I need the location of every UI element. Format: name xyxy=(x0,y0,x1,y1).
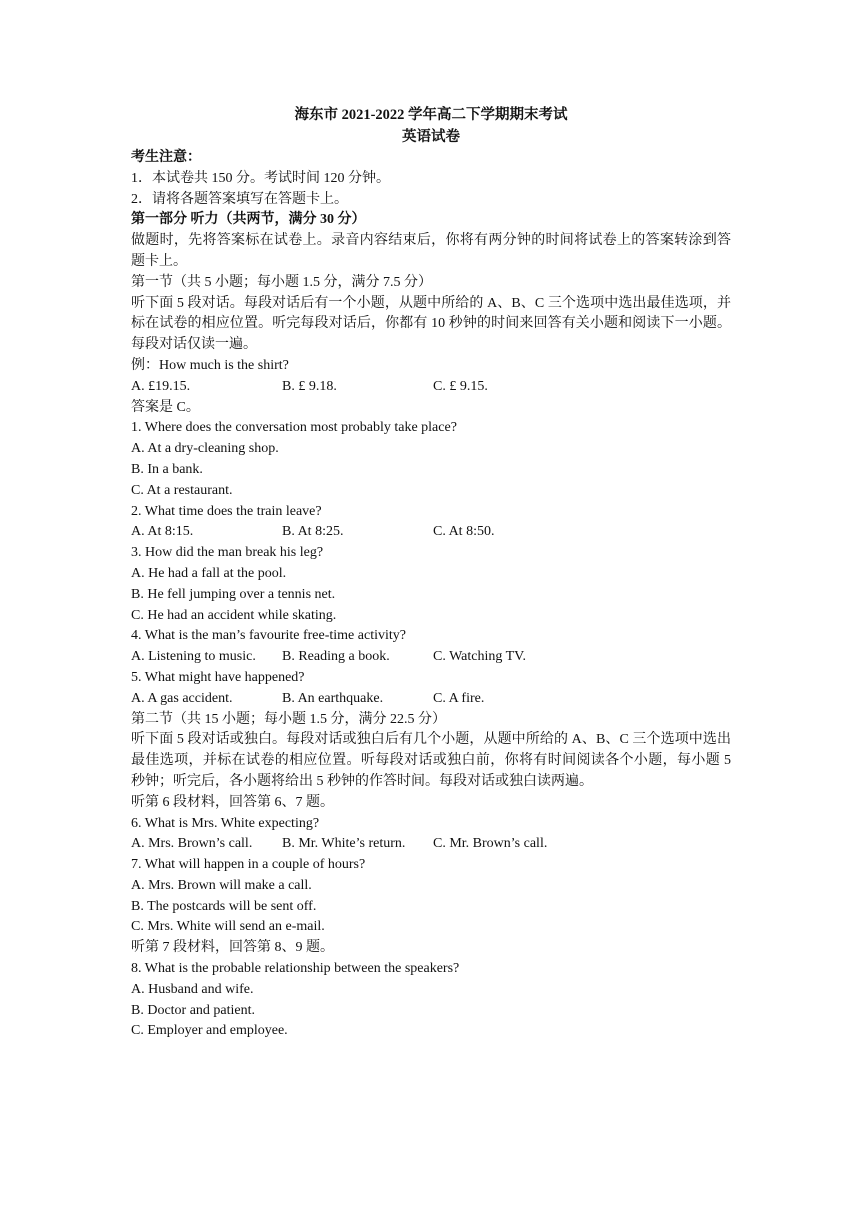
exam-title: 海东市 2021-2022 学年高二下学期期末考试 xyxy=(294,107,568,123)
exam-subtitle: 英语试卷 xyxy=(402,129,460,145)
material-heading: 听第 7 段材料，回答第 8、9 题。 xyxy=(131,940,334,956)
question: 2. What time does the train leave? xyxy=(131,503,322,519)
option: B. In a bank. xyxy=(131,461,203,477)
example-options xyxy=(131,377,731,398)
question: 6. What is Mrs. White expecting? xyxy=(131,815,320,831)
part1-heading: 第一部分 听力（共两节，满分 30 分） xyxy=(131,212,366,228)
section2-instructions: 听下面 5 段对话或独白。每段对话或独白后有几个小题，从题中所给的 A、B、C 三个选项中选出最佳选项，并标在试卷的相应位置。听每段对话或独白前，你将有时间阅读各个小题，每小题 5 秒钟；听完后，各小题将给出 5 秒钟的作答时间。每段对话或独白读两遍。 xyxy=(131,732,731,789)
section1-heading: 第一节（共 5 小题；每小题 1.5 分，满分 7.5 分） xyxy=(131,274,432,290)
option: A. A gas accident. xyxy=(131,690,233,706)
question: 3. How did the man break his leg? xyxy=(131,545,324,561)
option: A. At a dry-cleaning shop. xyxy=(131,441,279,457)
option: C. At 8:50. xyxy=(433,524,495,540)
example-answer: 答案是 C。 xyxy=(131,399,200,415)
option: A. Mrs. Brown will make a call. xyxy=(131,877,312,893)
option: B. At 8:25. xyxy=(282,524,344,540)
question: 8. What is the probable relationship between the speakers? xyxy=(131,961,460,977)
option: A. £19.15. xyxy=(131,378,191,394)
option: C. At a restaurant. xyxy=(131,482,233,498)
option: B. Mr. White’s return. xyxy=(282,836,406,852)
option: B. Reading a book. xyxy=(282,649,390,665)
option: C. Employer and employee. xyxy=(131,1023,288,1039)
options-row xyxy=(131,522,731,543)
question: 5. What might have happened? xyxy=(131,669,305,685)
material-heading: 听第 6 段材料，回答第 6、7 题。 xyxy=(131,794,334,810)
option: C. Mr. Brown’s call. xyxy=(433,836,548,852)
option: B. £ 9.18. xyxy=(282,378,337,394)
option: A. At 8:15. xyxy=(131,524,194,540)
option: C. £ 9.15. xyxy=(433,378,488,394)
example-question: 例：How much is the shirt? xyxy=(131,357,289,373)
option: A. Husband and wife. xyxy=(131,981,254,997)
option: A. Listening to music. xyxy=(131,649,256,665)
options-row xyxy=(131,834,731,855)
option: C. Watching TV. xyxy=(433,649,526,665)
option: B. An earthquake. xyxy=(282,690,384,706)
option: C. A fire. xyxy=(433,690,485,706)
options-row xyxy=(131,647,731,668)
option: A. Mrs. Brown’s call. xyxy=(131,836,253,852)
question: 4. What is the man’s favourite free-time activity? xyxy=(131,628,406,644)
notice-item: 2．请将各题答案填写在答题卡上。 xyxy=(131,191,348,207)
option: B. The postcards will be sent off. xyxy=(131,898,317,914)
section2-heading: 第二节（共 15 小题；每小题 1.5 分，满分 22.5 分） xyxy=(131,711,446,727)
notice-heading: 考生注意： xyxy=(131,150,201,165)
question: 1. Where does the conversation most probably take place? xyxy=(131,420,457,436)
option: B. Doctor and patient. xyxy=(131,1002,256,1018)
option: C. Mrs. White will send an e-mail. xyxy=(131,919,325,935)
question: 7. What will happen in a couple of hours? xyxy=(131,857,366,873)
option: A. He had a fall at the pool. xyxy=(131,565,287,581)
part1-instructions: 做题时，先将答案标在试卷上。录音内容结束后，你将有两分钟的时间将试卷上的答案转涂到答题卡上。 xyxy=(131,233,731,269)
option: C. He had an accident while skating. xyxy=(131,607,337,623)
exam-page xyxy=(131,104,731,1042)
notice-item: 1．本试卷共 150 分。考试时间 120 分钟。 xyxy=(131,170,390,186)
options-row xyxy=(131,689,731,710)
option: B. He fell jumping over a tennis net. xyxy=(131,586,336,602)
section1-instructions: 听下面 5 段对话。每段对话后有一个小题，从题中所给的 A、B、C 三个选项中选出最佳选项，并标在试卷的相应位置。听完每段对话后，你都有 10 秒钟的时间来回答有关小题和阅读下一小题。每段对话仅读一遍。 xyxy=(131,295,731,353)
